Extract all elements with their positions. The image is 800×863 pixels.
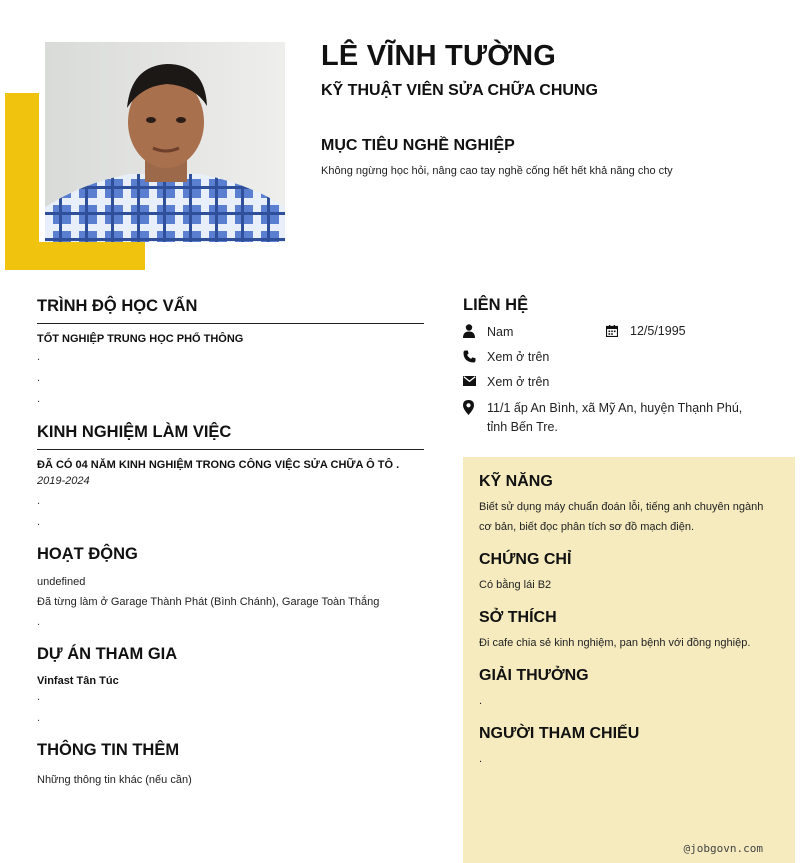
address-value: 11/1 ấp An Bình, xã Mỹ An, huyện Thạnh Phú, tỉnh Bến Tre.: [487, 401, 743, 434]
education-line: .: [37, 393, 41, 405]
experience-line: .: [37, 516, 41, 528]
person-icon: [463, 323, 487, 339]
awards-heading: GIẢI THƯỞNG: [479, 667, 589, 684]
phone-icon: [463, 348, 487, 364]
contact-section: [463, 296, 795, 437]
contact-dob: [606, 324, 686, 338]
extra-info-section: [37, 741, 424, 790]
activities-section: [37, 545, 424, 633]
projects-heading: DỰ ÁN THAM GIA: [37, 645, 178, 663]
references-section: [479, 725, 779, 769]
location-pin-icon: [463, 399, 487, 415]
section-divider: [37, 323, 424, 324]
hobbies-heading: SỞ THÍCH: [479, 609, 557, 626]
objective-text: Không ngừng học hỏi, nâng cao tay nghề cống hết hết khả năng cho cty: [321, 165, 673, 177]
left-column: [37, 297, 424, 790]
sidebar-panel: [463, 457, 795, 863]
candidate-name: LÊ VĨNH TƯỜNG: [321, 40, 557, 72]
activities-heading: HOẠT ĐỘNG: [37, 545, 138, 563]
projects-section: [37, 645, 424, 729]
certificates-heading: CHỨNG CHỈ: [479, 551, 572, 568]
calendar-icon: [606, 325, 630, 337]
watermark: @jobgovn.com: [683, 842, 763, 855]
education-heading: TRÌNH ĐỘ HỌC VẤN: [37, 297, 198, 315]
awards-section: [479, 667, 779, 711]
skills-section: [479, 473, 779, 537]
references-text: .: [479, 753, 483, 765]
email-value: Xem ở trên: [487, 375, 550, 389]
project-title: Vinfast Tân Túc: [37, 675, 119, 687]
contact-address-row: [463, 399, 795, 437]
activities-line: undefined: [37, 576, 86, 588]
experience-period: 2019-2024: [37, 475, 90, 487]
hobbies-text: Đi cafe chia sẻ kinh nghiệm, pan bệnh với đồng nghiệp.: [479, 637, 751, 649]
education-line: .: [37, 351, 41, 363]
job-title: KỸ THUẬT VIÊN SỬA CHỮA CHUNG: [321, 82, 598, 99]
skills-text: Biết sử dụng máy chuẩn đoán lỗi, tiếng anh chuyên ngành cơ bản, biết đọc phân tích sơ đồ mạch điện.: [479, 501, 764, 533]
education-title: TỐT NGHIỆP TRUNG HỌC PHỔ THÔNG: [37, 333, 244, 345]
certificates-text: Có bằng lái B2: [479, 579, 552, 591]
certificates-section: [479, 551, 779, 595]
skills-heading: KỸ NĂNG: [479, 473, 553, 490]
mail-icon: [463, 373, 487, 389]
contact-email-row: [463, 373, 795, 392]
profile-photo: [45, 42, 285, 242]
contact-phone-row: [463, 348, 795, 367]
experience-section: [37, 423, 424, 533]
experience-title: ĐÃ CÓ 04 NĂM KINH NGHIỆM TRONG CÔNG VIỆC SỬA CHỮA Ô TÔ .: [37, 459, 400, 471]
phone-value: Xem ở trên: [487, 350, 550, 364]
references-heading: NGƯỜI THAM CHIẾU: [479, 725, 640, 742]
project-line: .: [37, 712, 41, 724]
section-divider: [37, 449, 424, 450]
hobbies-section: [479, 609, 779, 653]
extra-info-heading: THÔNG TIN THÊM: [37, 741, 180, 759]
dob-value: 12/5/1995: [630, 324, 686, 338]
education-line: .: [37, 372, 41, 384]
accent-bar-horizontal: [5, 242, 145, 270]
experience-heading: KINH NGHIỆM LÀM VIỆC: [37, 423, 232, 441]
contact-heading: LIÊN HỆ: [463, 296, 529, 314]
project-line: .: [37, 691, 41, 703]
extra-info-text: Những thông tin khác (nếu cần): [37, 774, 192, 786]
gender-value: Nam: [487, 325, 514, 339]
awards-text: .: [479, 695, 483, 707]
activities-line: Đã từng làm ở Garage Thành Phát (Bình Chánh), Garage Toàn Thắng: [37, 596, 380, 608]
education-section: [37, 297, 424, 410]
objective-heading: MỤC TIÊU NGHỀ NGHIỆP: [321, 137, 515, 154]
experience-line: .: [37, 495, 41, 507]
activities-line: .: [37, 616, 41, 628]
